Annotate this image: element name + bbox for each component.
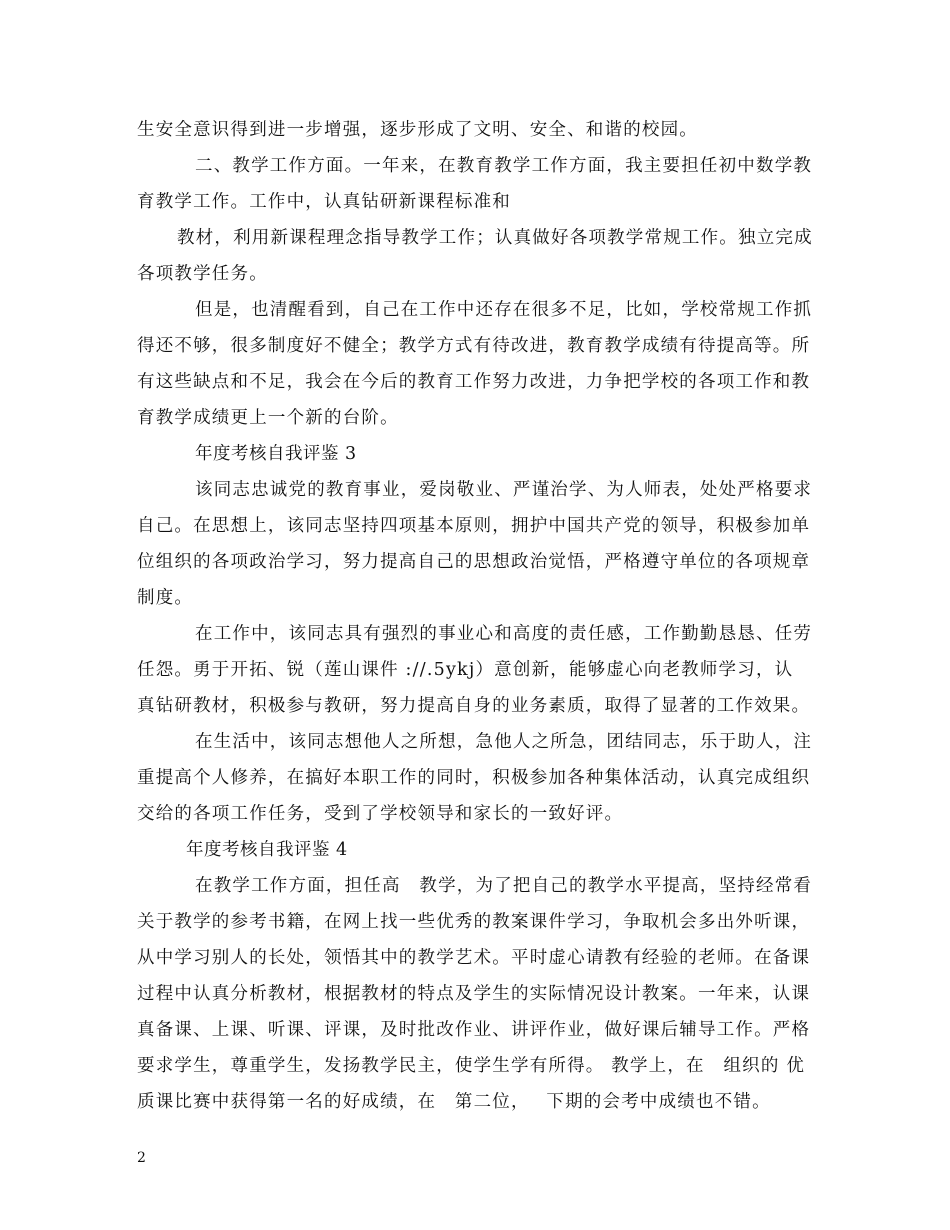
paragraph-line: 在工作中，该同志具有强烈的事业心和高度的责任感，工作勤勤恳恳、任劳 — [195, 624, 813, 644]
paragraph-line: 质课比赛中获得第一名的好成绩，在 第二位， 下期的会考中成绩也不错。 — [137, 1092, 771, 1112]
paragraph-line: 关于教学的参考书籍，在网上找一些优秀的教案课件学习，争取机会多出外听课， — [137, 912, 811, 932]
paragraph-line: 育教学工作。工作中，认真钻研新课程标准和 — [137, 192, 511, 212]
paragraph-line: 位组织的各项政治学习，努力提高自己的思想政治觉悟，严格遵守单位的各项规章 — [137, 552, 811, 572]
paragraph-line: 从中学习别人的长处，领悟其中的教学艺术。平时虚心请教有经验的老师。在备课 — [137, 948, 811, 968]
page-number: 2 — [137, 1150, 146, 1166]
paragraph-line: 但是，也清醒看到，自己在工作中还存在很多不足，比如，学校常规工作抓 — [195, 300, 813, 320]
paragraph-line: 制度。 — [137, 588, 194, 608]
paragraph-line: 过程中认真分析教材，根据教材的特点及学生的实际情况设计教案。一年来，认课 — [137, 984, 811, 1004]
paragraph-line: 交给的各项工作任务，受到了学校领导和家长的一致好评。 — [137, 804, 624, 824]
paragraph-line: 真备课、上课、听课、评课，及时批改作业、讲评作业，做好课后辅导工作。严格 — [137, 1020, 811, 1040]
paragraph-line: 各项教学任务。 — [137, 264, 268, 284]
paragraph-line: 二、教学工作方面。一年来，在教育教学工作方面，我主要担任初中数学教 — [195, 156, 813, 176]
paragraph-line: 有这些缺点和不足，我会在今后的教育工作努力改进，力争把学校的各项工作和教 — [137, 372, 811, 392]
paragraph-line: 真钻研教材，积极参与教研，努力提高自身的业务素质，取得了显著的工作效果。 — [137, 696, 811, 716]
paragraph-line: 要求学生，尊重学生，发扬教学民主，使学生学有所得。 教学上，在 组织的 优 — [137, 1056, 806, 1076]
paragraph-line: 该同志忠诚党的教育事业，爱岗敬业、严谨治学、为人师表，处处严格要求 — [195, 480, 813, 500]
paragraph-line: 自己。在思想上，该同志坚持四项基本原则，拥护中国共产党的领导，积极参加单 — [137, 516, 811, 536]
paragraph-line: 生安全意识得到进一步增强，逐步形成了文明、安全、和谐的校园。 — [137, 120, 698, 140]
section-heading: 年度考核自我评鉴 3 — [195, 444, 357, 464]
paragraph-line: 任怨。勇于开拓、锐（莲山课件 ://.5ykj）意创新，能够虚心向老教师学习，认 — [137, 660, 794, 680]
paragraph-line: 教材，利用新课程理念指导教学工作；认真做好各项教学常规工作。独立完成 — [177, 228, 813, 248]
paragraph-line: 育教学成绩更上一个新的台阶。 — [137, 408, 399, 428]
section-heading: 年度考核自我评鉴 4 — [186, 840, 348, 860]
paragraph-line: 得还不够，很多制度好不健全；教学方式有待改进，教育教学成绩有待提高等。所 — [137, 336, 811, 356]
paragraph-line: 在教学工作方面，担任高 教学，为了把自己的教学水平提高，坚持经常看 — [195, 876, 813, 896]
paragraph-line: 重提高个人修养，在搞好本职工作的同时，积极参加各种集体活动，认真完成组织 — [137, 768, 811, 788]
paragraph-line: 在生活中，该同志想他人之所想，急他人之所急，团结同志，乐于助人，注 — [195, 732, 813, 752]
